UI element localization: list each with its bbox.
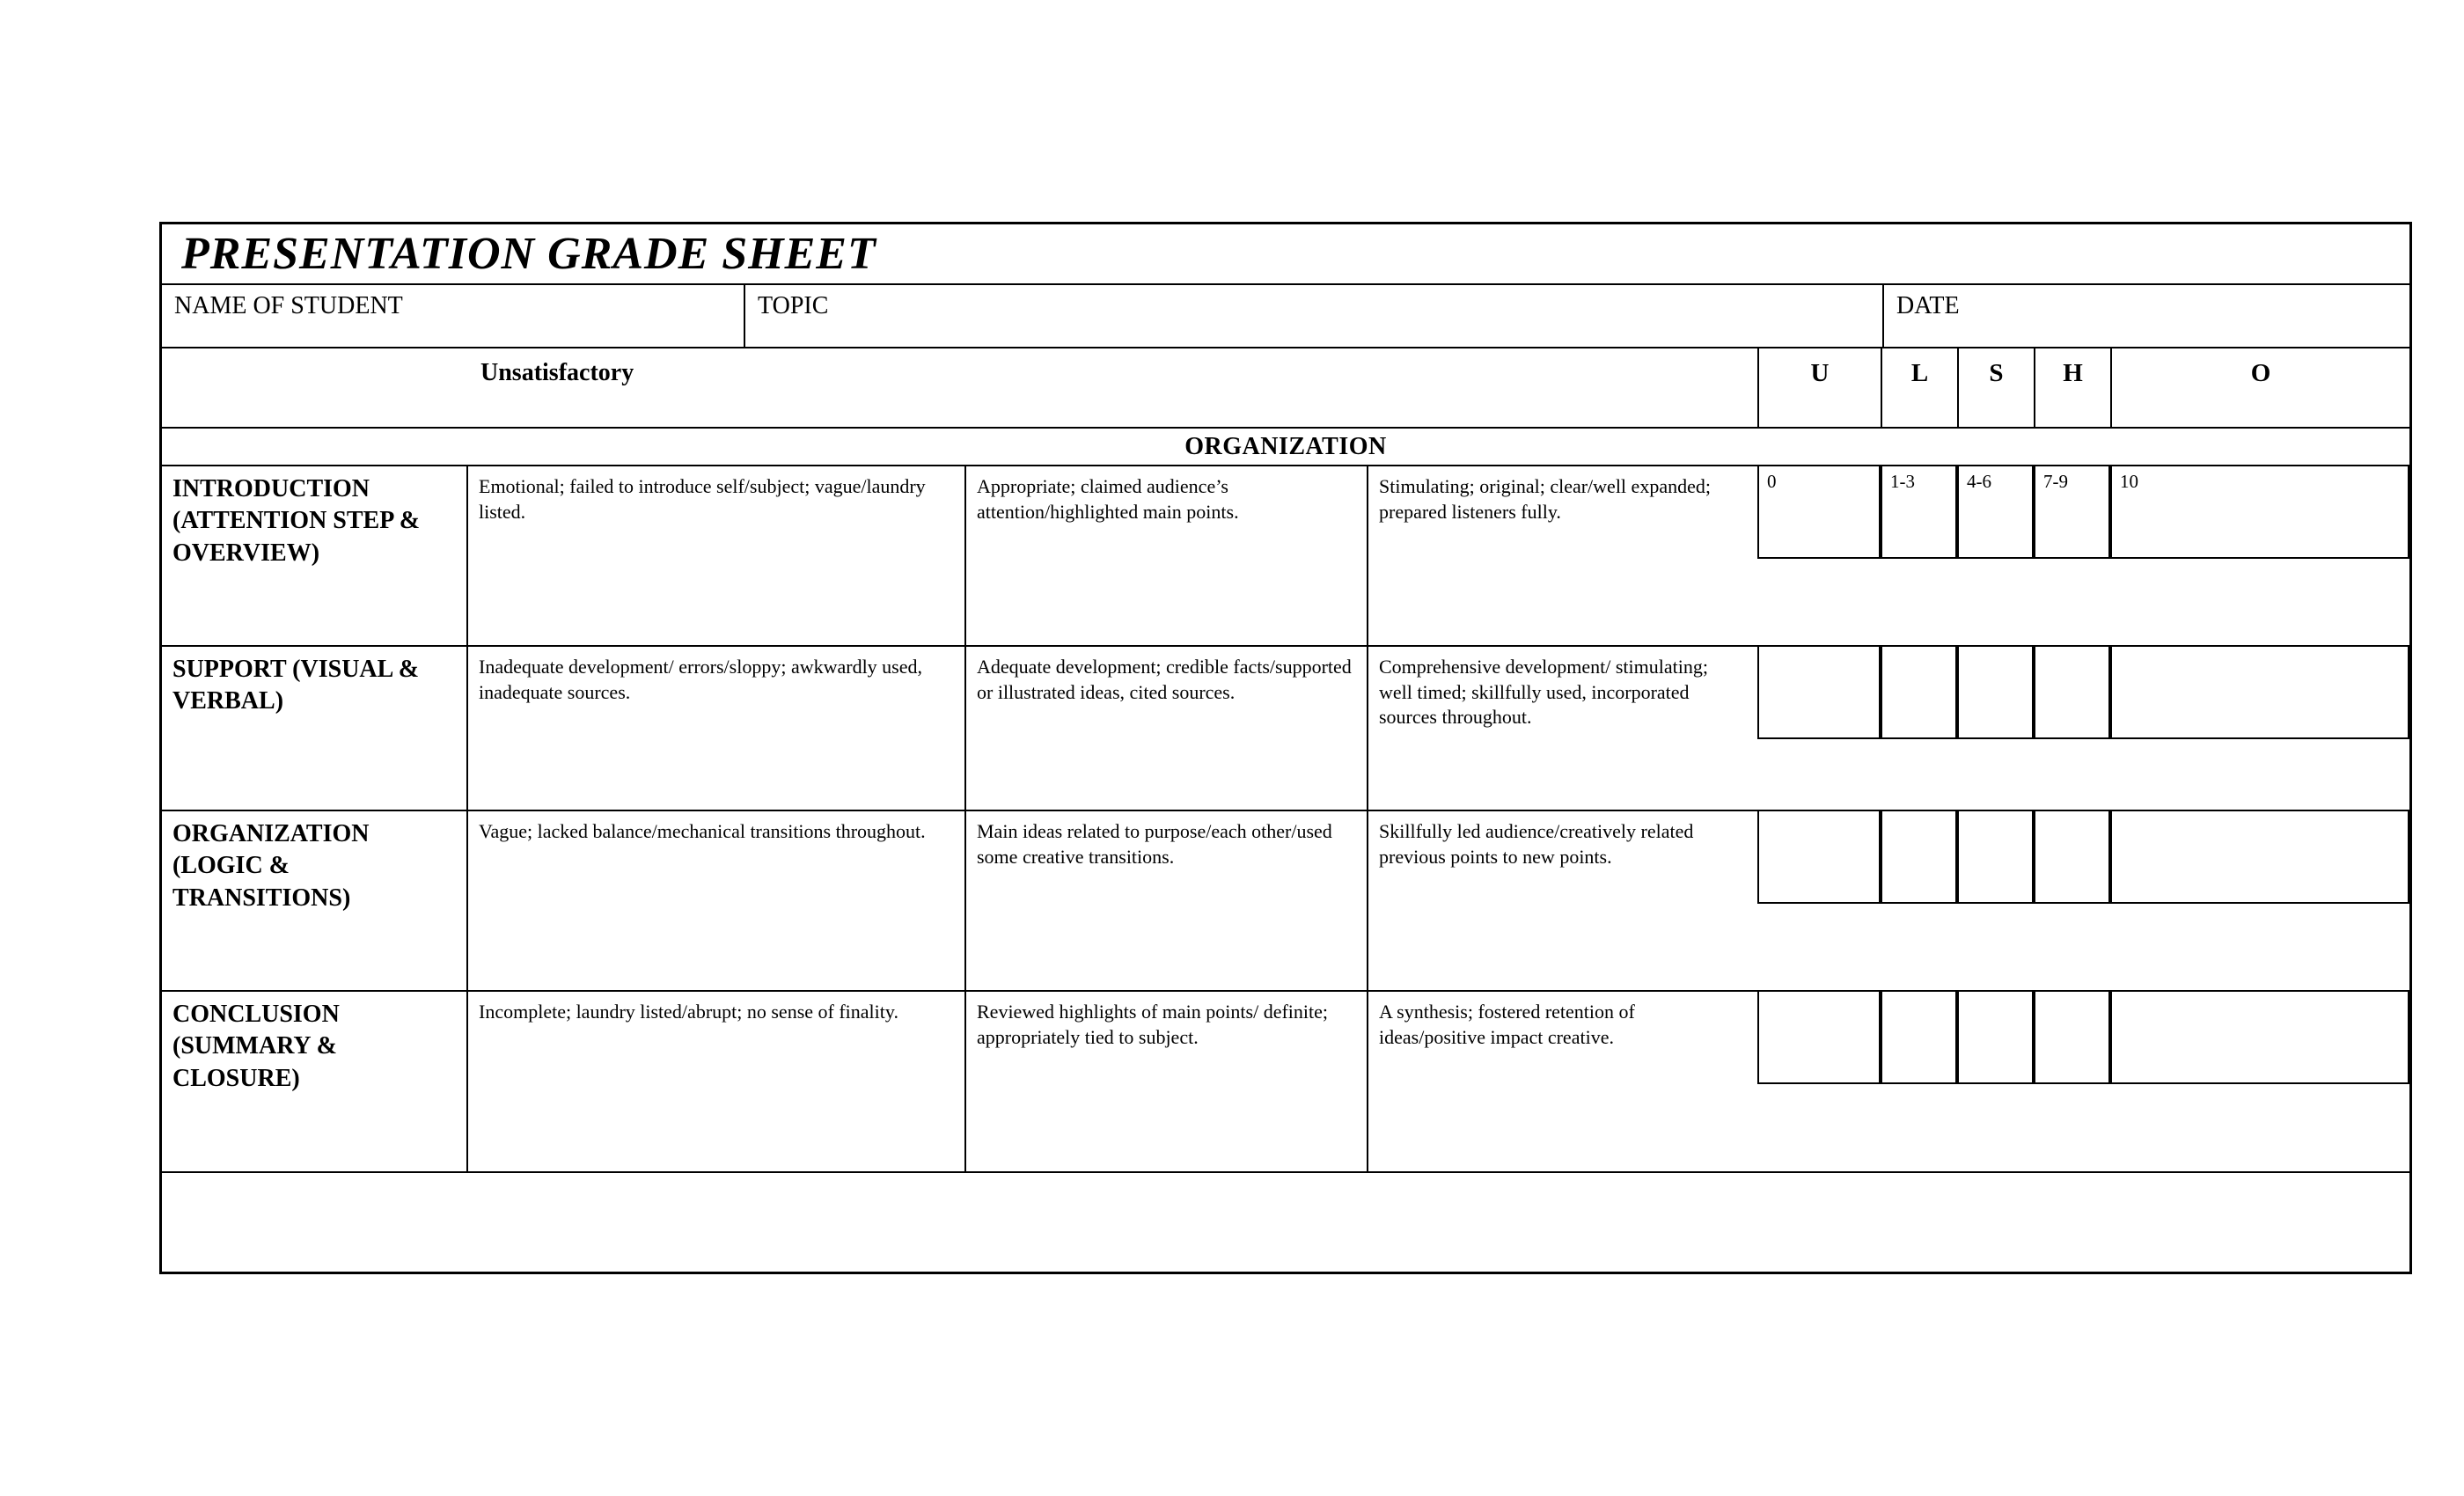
score-cell-l [1881, 992, 1957, 1171]
score-box-h[interactable]: 7-9 [2034, 466, 2110, 559]
score-box-h[interactable] [2034, 811, 2110, 904]
criterion-desc-outstanding: Skillfully led audience/creatively related previous points to new points. [1379, 820, 1694, 868]
score-box-s[interactable] [1957, 811, 2034, 904]
criterion-desc-satisfactory: Appropriate; claimed audience’s attention/highlighted main points. [966, 466, 1368, 645]
criterion-row-organization [162, 811, 2409, 992]
score-cell-h [2034, 466, 2110, 645]
score-box-s[interactable] [1957, 992, 2034, 1084]
criterion-desc-unsatisfactory: Inadequate development/ errors/sloppy; awkwardly used, inadequate sources. [468, 647, 966, 810]
score-box-l[interactable] [1881, 647, 1957, 739]
page-title: PRESENTATION GRADE SHEET [181, 229, 876, 279]
score-cell-s [1957, 466, 2034, 645]
score-cell-u [1757, 466, 1881, 645]
name-cell [162, 285, 745, 347]
criterion-desc-outstanding: Comprehensive development/ stimulating; well timed; skillfully used, incorporated sources throughout. [1379, 656, 1708, 729]
score-box-u[interactable] [1757, 811, 1881, 904]
score-box-u[interactable] [1757, 992, 1881, 1084]
topic-cell [745, 285, 1884, 347]
score-cell-u [1757, 811, 1881, 990]
topic-input-area[interactable] [828, 292, 1870, 340]
criterion-row-introduction [162, 466, 2409, 647]
score-cell-u [1757, 647, 1881, 810]
score-cell-h [2034, 647, 2110, 810]
grade-sheet [159, 222, 2412, 1274]
criterion-label: CONCLUSION (SUMMARY & CLOSURE) [162, 992, 468, 1171]
score-box-u[interactable]: 0 [1757, 466, 1881, 559]
topic-label: TOPIC [758, 292, 829, 319]
title-row [162, 224, 2409, 285]
score-cell-l [1881, 811, 1957, 990]
criterion-desc-outstanding: Stimulating; original; clear/well expanded; prepared listeners fully. [1379, 475, 1711, 523]
info-row [162, 285, 2409, 348]
criterion-row-support [162, 647, 2409, 811]
score-cell-l [1881, 647, 1957, 810]
criterion-desc-satisfactory: Reviewed highlights of main points/ definite; appropriately tied to subject. [966, 992, 1368, 1171]
score-box-h[interactable] [2034, 647, 2110, 739]
empty-bottom-row [162, 1173, 2409, 1272]
criterion-desc-satisfactory: Main ideas related to purpose/each other/used some creative transitions. [966, 811, 1368, 990]
name-label: NAME OF STUDENT [174, 292, 403, 319]
name-input-area[interactable] [403, 292, 731, 340]
criterion-desc-unsatisfactory: Vague; lacked balance/mechanical transitions throughout. [468, 811, 966, 990]
rating-col-o: O [2110, 348, 2409, 427]
rating-col-s: S [1957, 348, 2034, 427]
score-box-l[interactable] [1881, 811, 1957, 904]
score-cell-l [1881, 466, 1957, 645]
criterion-row-conclusion [162, 992, 2409, 1173]
score-box-o[interactable]: 10 [2110, 466, 2409, 559]
section-title-organization: ORGANIZATION [162, 429, 2409, 466]
score-box-o[interactable] [2110, 647, 2409, 739]
rating-col-l: L [1881, 348, 1957, 427]
rating-col-h: H [2034, 348, 2110, 427]
score-cell-o [2110, 992, 2409, 1171]
rating-scale-row [162, 348, 2409, 429]
score-box-l[interactable]: 1-3 [1881, 466, 1957, 559]
score-box-o[interactable] [2110, 811, 2409, 904]
score-cell-s [1957, 647, 2034, 810]
score-box-s[interactable] [1957, 647, 2034, 739]
score-cell-u [1757, 992, 1881, 1171]
score-box-s[interactable]: 4-6 [1957, 466, 2034, 559]
score-box-u[interactable] [1757, 647, 1881, 739]
criterion-label: SUPPORT (VISUAL & VERBAL) [162, 647, 468, 810]
score-cell-s [1957, 811, 2034, 990]
score-cell-h [2034, 811, 2110, 990]
date-cell [1884, 285, 2409, 347]
score-box-o[interactable] [2110, 992, 2409, 1084]
score-box-l[interactable] [1881, 992, 1957, 1084]
criterion-desc-unsatisfactory: Emotional; failed to introduce self/subject; vague/laundry listed. [468, 466, 966, 645]
score-box-h[interactable] [2034, 992, 2110, 1084]
rating-col-u: U [1757, 348, 1881, 427]
criterion-label: ORGANIZATION (LOGIC & TRANSITIONS) [162, 811, 468, 990]
criterion-desc-outstanding: A synthesis; fostered retention of ideas/positive impact creative. [1379, 1001, 1635, 1048]
criterion-desc-unsatisfactory: Incomplete; laundry listed/abrupt; no sense of finality. [468, 992, 966, 1171]
score-cell-h [2034, 992, 2110, 1171]
score-cell-s [1957, 992, 2034, 1171]
criterion-desc-satisfactory: Adequate development; credible facts/supported or illustrated ideas, cited sources. [966, 647, 1368, 810]
unsatisfactory-label: Unsatisfactory [480, 359, 634, 386]
criterion-label: INTRODUCTION (ATTENTION STEP & OVERVIEW) [162, 466, 468, 645]
date-input-area[interactable] [1960, 292, 2397, 340]
score-cell-o [2110, 811, 2409, 990]
date-label: DATE [1896, 292, 1960, 319]
score-cell-o [2110, 647, 2409, 810]
score-cell-o [2110, 466, 2409, 645]
